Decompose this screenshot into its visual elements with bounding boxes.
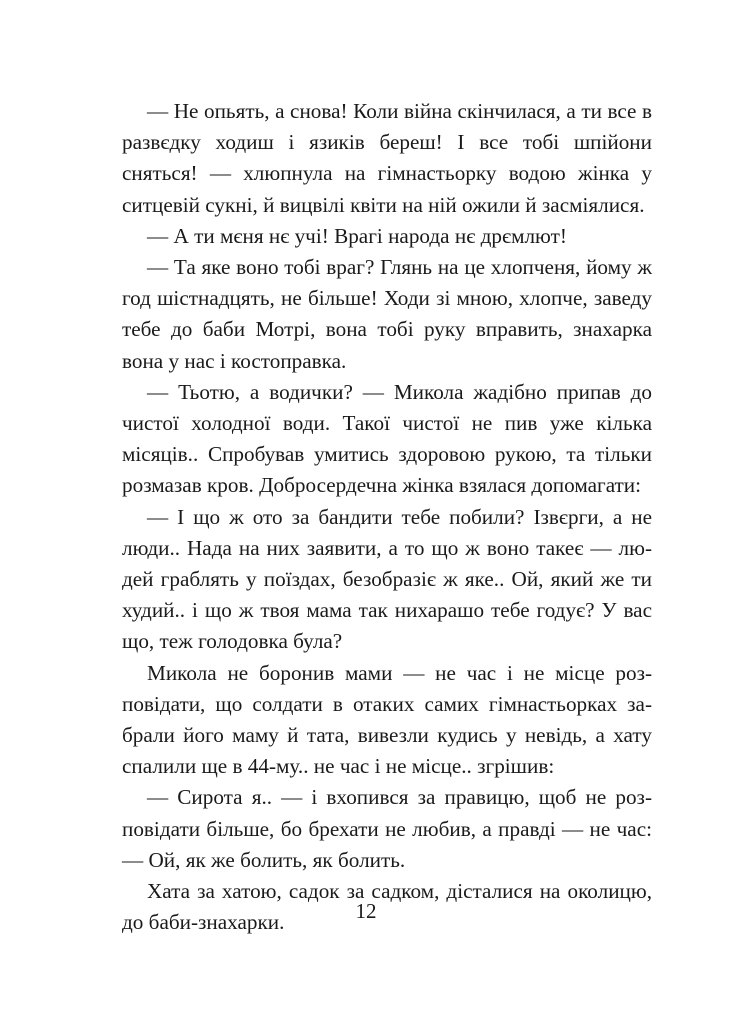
paragraph-3: — Та яке воно тобі враг? Глянь на це хлопченя, йому ж год шістнадцять, не більше! Ходи зі мною, хлопче, заведу тебе до баби Мотрі, вона тобі руку вправить, знахарка вона у нас і костоправка. <box>122 255 652 373</box>
paragraph-6: Микола не боронив мами — не час і не місце розповідати, що солдати в отаких самих гімнастьорках забрали його маму й тата, вивезли кудись у невідь, а хату спалили ще в 44-му.. не час і не місце.. згрішив: <box>122 660 652 779</box>
paragraph-5: — І що ж ото за бандити тебе побили? Ізвєрги, а не люди.. Нада на них заявити, а то що ж воно такеє — людей граблять у поїздах, безобразіє ж яке.. Ой, який же ти худий.. і що ж твоя мама так нихарашо тебе годує? У вас що, теж голодовка була? <box>122 504 652 654</box>
paragraph-8: Хата за хатою, садок за садком, дісталися на околицю, до баби-знахарки. <box>122 879 652 935</box>
paragraph-7: — Сирота я.. — і вхопився за правицю, щоб не розповідати більше, бо брехати не любив, а правді — не час: — Ой, як же болить, як болить. <box>122 785 652 872</box>
body-text <box>122 96 652 938</box>
paragraph-1: — Не опьять, а снова! Коли війна скінчилася, а ти все в развєдку ходиш і язиків береш! І все тобі шпійони сняться! — хлюпнула на гімнастьорку водою жінка у ситцевій сукні, й вицвілі квіти на ній ожили й засміялися. <box>122 99 652 217</box>
page-number: 12 <box>355 899 377 923</box>
paragraph-2: — А ти мєня нє учі! Врагі народа нє дрємлют! <box>147 223 567 248</box>
paragraph-4: — Тьотю, а водички? — Микола жадібно припав до чистої холодної води. Такої чистої не пив уже кілька місяців.. Спробував умитись здоровою рукою, та тільки розмазав кров. Добросердечна жінка взялася допомагати: <box>122 379 652 498</box>
